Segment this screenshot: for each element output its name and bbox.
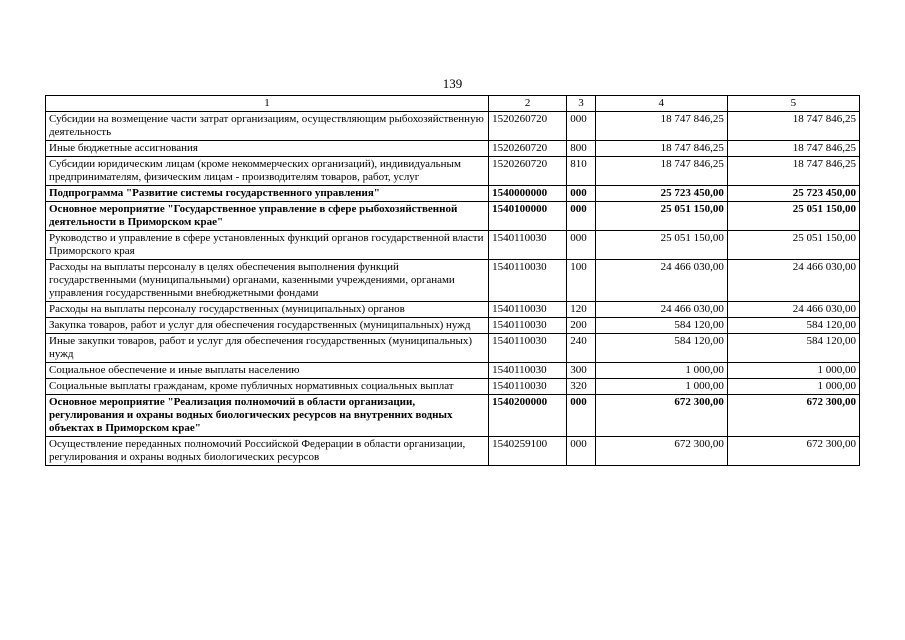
row-code-cell: 1520260720	[489, 141, 567, 157]
row-type-cell: 800	[567, 141, 595, 157]
column-header-2: 2	[489, 96, 567, 112]
row-type-cell: 000	[567, 186, 595, 202]
table-row	[46, 112, 860, 141]
row-code-cell: 1520260720	[489, 157, 567, 186]
row-value-col4-cell: 25 051 150,00	[595, 202, 727, 231]
row-name-cell: Осуществление переданных полномочий Российской Федерации в области организации, регулирования и охраны водных биологических ресурсов	[46, 437, 489, 466]
row-value-col5-cell: 18 747 846,25	[727, 112, 859, 141]
row-type-cell: 120	[567, 302, 595, 318]
table-header-row	[46, 96, 860, 112]
table-row	[46, 157, 860, 186]
row-code-cell: 1540200000	[489, 395, 567, 437]
row-value-col5-cell: 1 000,00	[727, 363, 859, 379]
column-header-3: 3	[567, 96, 595, 112]
row-value-col4-cell: 672 300,00	[595, 437, 727, 466]
row-code-cell: 1540110030	[489, 260, 567, 302]
table-row	[46, 395, 860, 437]
row-value-col5-cell: 25 051 150,00	[727, 202, 859, 231]
row-value-col4-cell: 25 723 450,00	[595, 186, 727, 202]
row-value-col5-cell: 24 466 030,00	[727, 260, 859, 302]
row-type-cell: 300	[567, 363, 595, 379]
row-value-col5-cell: 24 466 030,00	[727, 302, 859, 318]
row-value-col5-cell: 672 300,00	[727, 395, 859, 437]
table-row	[46, 334, 860, 363]
table-row	[46, 302, 860, 318]
row-value-col5-cell: 18 747 846,25	[727, 157, 859, 186]
table-row	[46, 318, 860, 334]
table-row	[46, 379, 860, 395]
table-row	[46, 141, 860, 157]
row-type-cell: 810	[567, 157, 595, 186]
row-name-cell: Расходы на выплаты персоналу в целях обеспечения выполнения функций государственными (муниципальными) органами, казенными учреждениями, органами управления государственными внебюджетными фондами	[46, 260, 489, 302]
budget-table	[45, 95, 860, 466]
row-value-col5-cell: 584 120,00	[727, 318, 859, 334]
row-value-col5-cell: 1 000,00	[727, 379, 859, 395]
row-type-cell: 000	[567, 112, 595, 141]
row-name-cell: Субсидии на возмещение части затрат организациям, осуществляющим рыбохозяйственную деятельность	[46, 112, 489, 141]
table-row	[46, 202, 860, 231]
row-type-cell: 100	[567, 260, 595, 302]
row-type-cell: 000	[567, 202, 595, 231]
row-name-cell: Расходы на выплаты персоналу государственных (муниципальных) органов	[46, 302, 489, 318]
row-code-cell: 1520260720	[489, 112, 567, 141]
row-code-cell: 1540110030	[489, 231, 567, 260]
row-value-col4-cell: 672 300,00	[595, 395, 727, 437]
row-name-cell: Основное мероприятие "Реализация полномочий в области организации, регулирования и охраны водных биологических ресурсов на внутренних водных объектах в Приморском крае"	[46, 395, 489, 437]
row-value-col4-cell: 1 000,00	[595, 379, 727, 395]
row-code-cell: 1540000000	[489, 186, 567, 202]
row-value-col5-cell: 25 723 450,00	[727, 186, 859, 202]
column-header-4: 4	[595, 96, 727, 112]
row-name-cell: Руководство и управление в сфере установленных функций органов государственной власти Приморского края	[46, 231, 489, 260]
row-code-cell: 1540110030	[489, 363, 567, 379]
row-type-cell: 200	[567, 318, 595, 334]
row-name-cell: Основное мероприятие "Государственное управление в сфере рыбохозяйственной деятельности в Приморском крае"	[46, 202, 489, 231]
row-value-col4-cell: 584 120,00	[595, 318, 727, 334]
row-value-col4-cell: 18 747 846,25	[595, 112, 727, 141]
page-number: 139	[442, 76, 463, 91]
row-value-col4-cell: 24 466 030,00	[595, 302, 727, 318]
row-code-cell: 1540110030	[489, 318, 567, 334]
row-code-cell: 1540100000	[489, 202, 567, 231]
row-value-col4-cell: 18 747 846,25	[595, 141, 727, 157]
row-value-col4-cell: 24 466 030,00	[595, 260, 727, 302]
row-name-cell: Субсидии юридическим лицам (кроме некоммерческих организаций), индивидуальным предпринимателям, физическим лицам - производителям товаров, работ, услуг	[46, 157, 489, 186]
row-value-col4-cell: 18 747 846,25	[595, 157, 727, 186]
column-header-1: 1	[46, 96, 489, 112]
row-code-cell: 1540110030	[489, 334, 567, 363]
row-type-cell: 320	[567, 379, 595, 395]
row-code-cell: 1540110030	[489, 379, 567, 395]
row-name-cell: Иные бюджетные ассигнования	[46, 141, 489, 157]
row-value-col4-cell: 25 051 150,00	[595, 231, 727, 260]
row-code-cell: 1540110030	[489, 302, 567, 318]
row-value-col5-cell: 18 747 846,25	[727, 141, 859, 157]
row-name-cell: Социальные выплаты гражданам, кроме публичных нормативных социальных выплат	[46, 379, 489, 395]
row-value-col4-cell: 1 000,00	[595, 363, 727, 379]
row-name-cell: Социальное обеспечение и иные выплаты населению	[46, 363, 489, 379]
column-header-5: 5	[727, 96, 859, 112]
table-row	[46, 186, 860, 202]
row-value-col4-cell: 584 120,00	[595, 334, 727, 363]
row-name-cell: Закупка товаров, работ и услуг для обеспечения государственных (муниципальных) нужд	[46, 318, 489, 334]
row-type-cell: 240	[567, 334, 595, 363]
row-type-cell: 000	[567, 395, 595, 437]
row-value-col5-cell: 25 051 150,00	[727, 231, 859, 260]
row-code-cell: 1540259100	[489, 437, 567, 466]
table-row	[46, 231, 860, 260]
table-row	[46, 260, 860, 302]
table-row	[46, 437, 860, 466]
table-row	[46, 363, 860, 379]
row-type-cell: 000	[567, 231, 595, 260]
row-value-col5-cell: 672 300,00	[727, 437, 859, 466]
row-name-cell: Иные закупки товаров, работ и услуг для обеспечения государственных (муниципальных) нужд	[46, 334, 489, 363]
row-type-cell: 000	[567, 437, 595, 466]
row-value-col5-cell: 584 120,00	[727, 334, 859, 363]
row-name-cell: Подпрограмма "Развитие системы государственного управления"	[46, 186, 489, 202]
